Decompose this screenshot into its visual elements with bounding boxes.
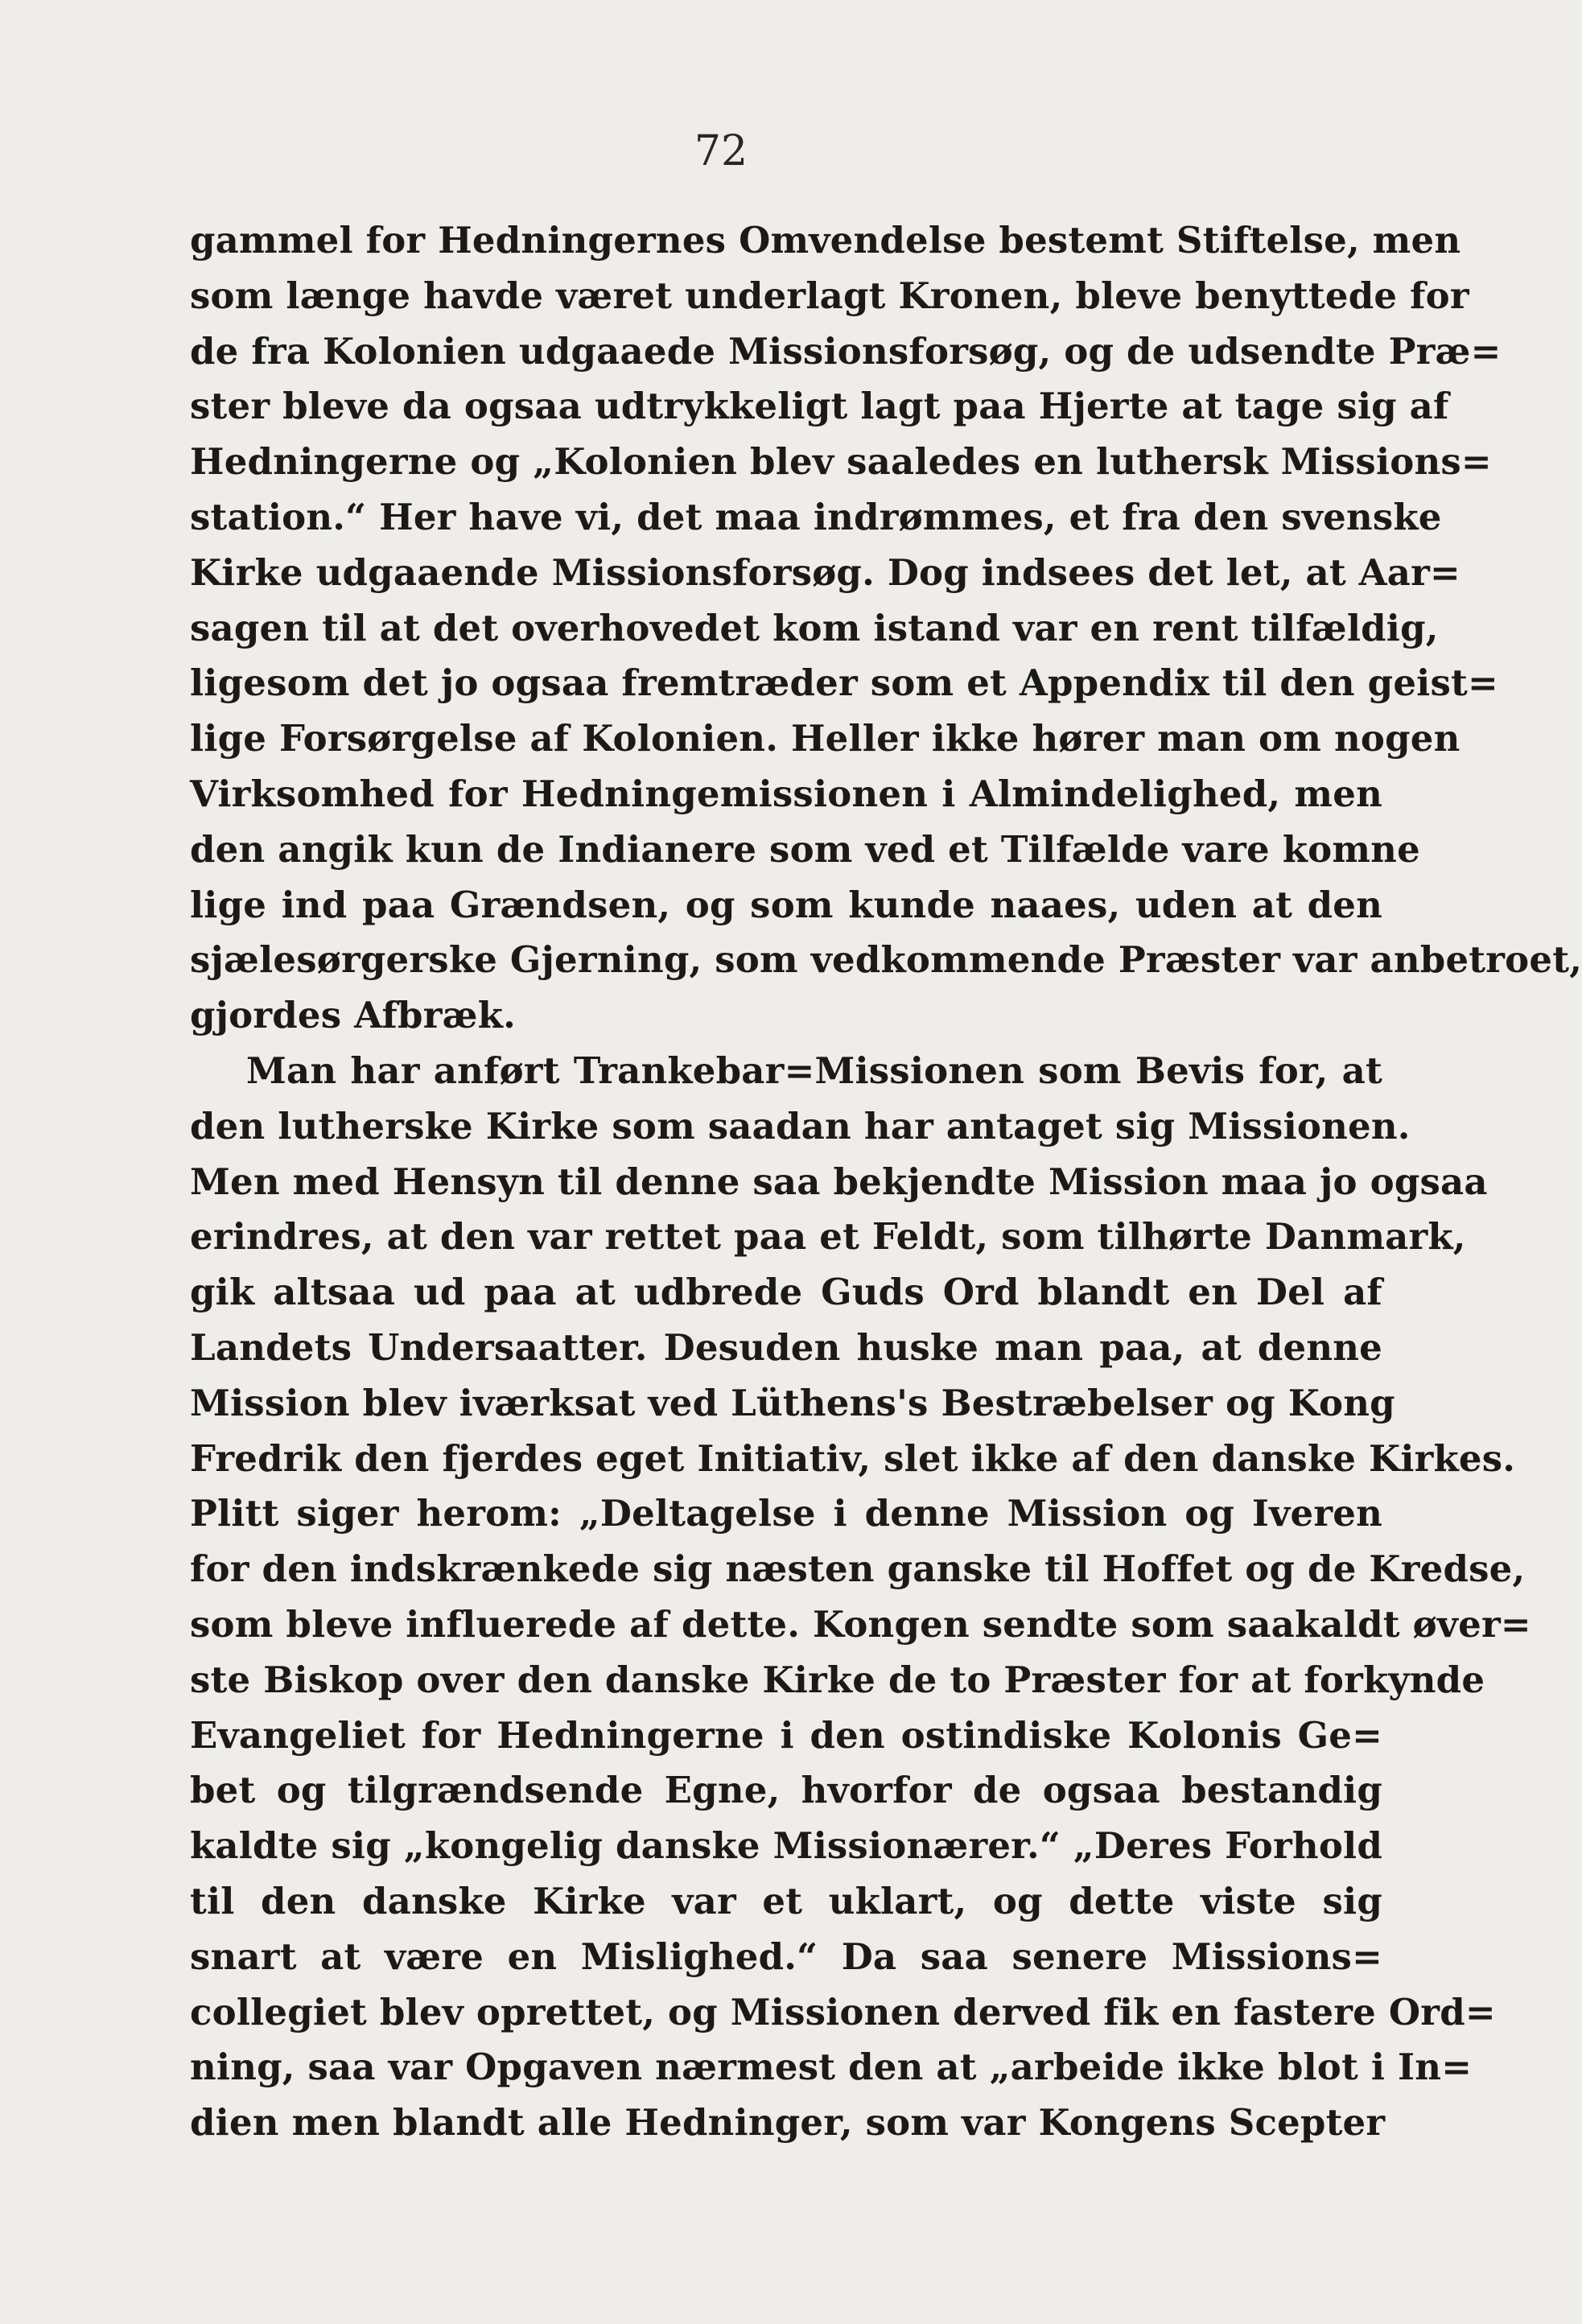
text-line: ligesom det jo ogsaa fremtræder som et Appendix til den geist= [190,661,1498,705]
body-text [190,213,1582,2151]
text-line: den angik kun de Indianere som ved et Tilfælde vare komne [190,827,1420,871]
text-line: Fredrik den fjerdes eget Initiativ, slet ikke af den danske Kirkes. [190,1436,1516,1480]
text-line: bet og tilgrændsende Egne, hvorfor de ogsaa bestandig [190,1769,1382,1812]
text-line: station.“ Her have vi, det maa indrømmes, et fra den svenske [190,495,1442,538]
text-line: ste Biskop over den danske Kirke de to Præster for at forkynde [190,1658,1485,1701]
text-line: den lutherske Kirke som saadan har antaget sig Missionen. [190,1104,1411,1148]
text-line: lige ind paa Grændsen, og som kunde naaes, uden at den [190,883,1382,926]
text-line: som bleve influerede af dette. Kongen sendte som saakaldt øver= [190,1602,1531,1646]
text-line: gammel for Hedningernes Omvendelse bestemt Stiftelse, men [190,219,1461,262]
text-line: ning, saa var Opgaven nærmest den at „arbeide ikke blot i In= [190,2046,1473,2089]
text-line: som længe havde været underlagt Kronen, bleve benyttede for [190,274,1469,317]
text-line: Plitt siger herom: „Deltagelse i denne Mission og Iveren [190,1492,1382,1535]
text-line: Virksomhed for Hedningemissionen i Almindelighed, men [190,772,1382,815]
text-line: Landets Undersaatter. Desuden huske man paa, at denne [190,1325,1382,1369]
text-line: sagen til at det overhovedet kom istand var en rent tilfældig, [190,606,1439,649]
text-line: gjordes Afbræk. [190,994,516,1037]
text-line: erindres, at den var rettet paa et Feldt, som tilhørte Danmark, [190,1215,1466,1259]
text-line: Man har anført Trankebar=Missionen som Bevis for, at [246,1049,1382,1092]
text-line: gik altsaa ud paa at udbrede Guds Ord blandt en Del af [190,1271,1382,1314]
text-line: Mission blev iværksat ved Lüthens's Bestræbelser og Kong [190,1381,1395,1424]
text-line: collegiet blev oprettet, og Missionen derved fik en fastere Ord= [190,1990,1496,2034]
text-line: dien men blandt alle Hedninger, som var Kongens Scepter [190,2101,1386,2145]
text-line: for den indskrænkede sig næsten ganske til Hoffet og de Kredse, [190,1547,1526,1591]
text-line: kaldte sig „kongelig danske Missionærer.“ „Deres Forhold [190,1824,1382,1868]
text-line: de fra Kolonien udgaaede Missionsforsøg, og de udsendte Præ= [190,329,1502,373]
text-line: sjælesørgerske Gjerning, som vedkommende Præster var anbetroet, [190,938,1582,982]
text-line: lige Forsørgelse af Kolonien. Heller ikke hører man om nogen [190,717,1460,760]
text-line: til den danske Kirke var et uklart, og dette viste sig [190,1879,1382,1922]
text-line: ster bleve da ogsaa udtrykkeligt lagt paa Hjerte at tage sig af [190,385,1449,428]
text-line: Men med Hensyn til denne saa bekjendte Mission maa jo ogsaa [190,1160,1488,1203]
text-line: Evangeliet for Hedningerne i den ostindiske Kolonis Ge= [190,1713,1382,1757]
page-number: 72 [694,127,748,175]
text-line: Kirke udgaaende Missionsforsøg. Dog indsees det let, at Aar= [190,550,1460,594]
text-line: snart at være en Mislighed.“ Da saa senere Missions= [190,1935,1382,1978]
text-line: Hedningerne og „Kolonien blev saaledes en luthersk Missions= [190,440,1492,484]
